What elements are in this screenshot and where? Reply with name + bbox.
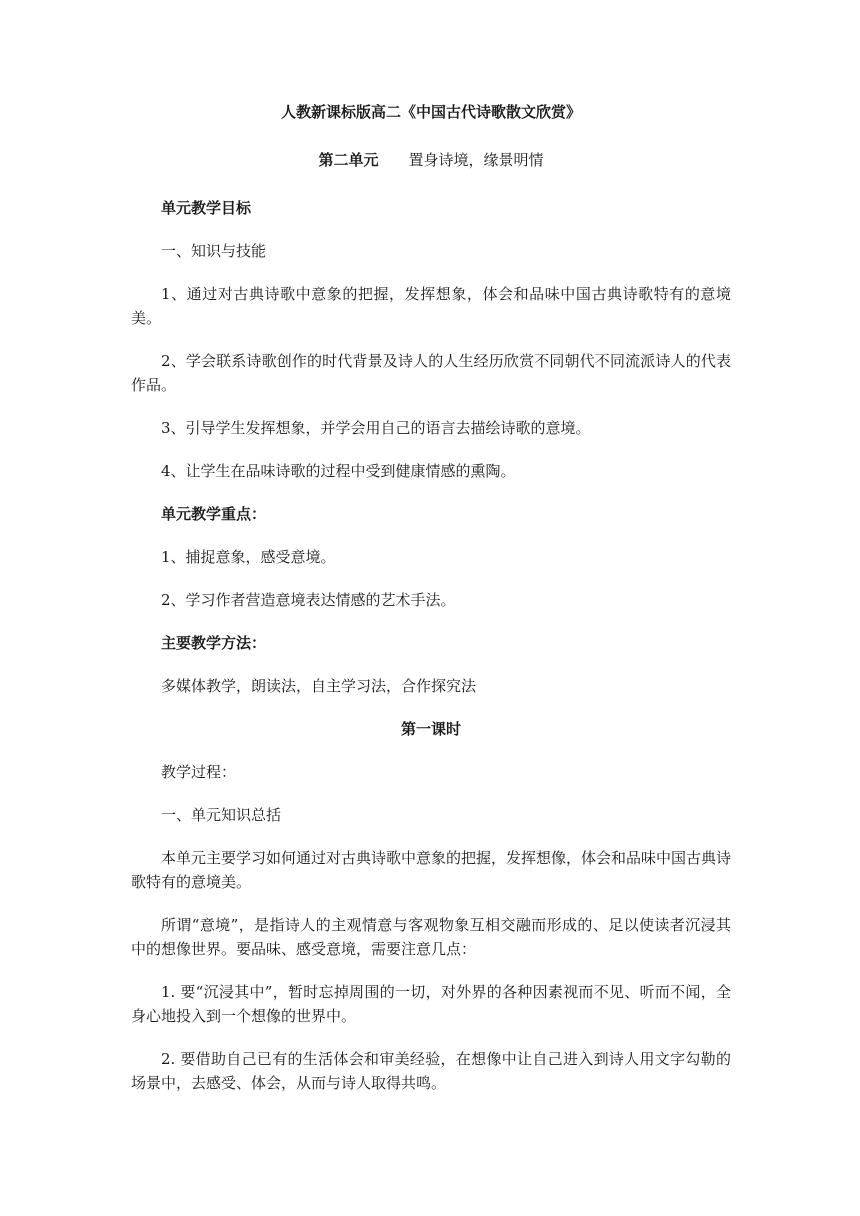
objectives-heading: 单元教学目标 [161,199,252,217]
document-title: 人教新课标版高二《中国古代诗歌散文欣赏》 [280,103,581,121]
objective-item: 2、学会联系诗歌创作的时代背景及诗人的人生经历欣赏不同朝代不同流派诗人的代表作品。 [131,352,731,394]
process-label: 教学过程： [161,763,237,781]
key-point-item: 2、学习作者营造意境表达情感的艺术手法。 [161,591,456,609]
document-body [131,100,731,1114]
unit-heading [131,148,731,172]
objectives-subheading: 一、知识与技能 [161,242,267,260]
objective-item: 3、引导学生发挥想象，并学会用自己的语言去描绘诗歌的意境。 [161,419,591,437]
summary-heading: 一、单元知识总括 [161,806,282,824]
methods-text: 多媒体教学，朗读法，自主学习法，合作探究法 [161,677,477,695]
summary-paragraph: 所谓“意境”，是指诗人的主观情意与客观物象互相交融而形成的、足以使读者沉浸其中的想像世界。要品味、感受意境，需要注意几点： [131,916,731,958]
summary-paragraph: 2. 要借助自己已有的生活体会和审美经验，在想像中让自己进入到诗人用文字勾勒的场景中，去感受、体会，从而与诗人取得共鸣。 [131,1050,731,1092]
methods-heading: 主要教学方法： [161,634,267,652]
unit-theme: 置身诗境，缘景明情 [408,151,544,169]
objective-item: 4、让学生在品味诗歌的过程中受到健康情感的熏陶。 [161,462,516,480]
unit-label: 第二单元 [318,151,379,169]
summary-paragraph: 本单元主要学习如何通过对古典诗歌中意象的把握，发挥想像，体会和品味中国古典诗歌特有的意境美。 [131,849,732,891]
lesson-heading: 第一课时 [400,720,461,738]
objective-item: 1、通过对古典诗歌中意象的把握，发挥想象，体会和品味中国古典诗歌特有的意境美。 [131,285,731,327]
summary-paragraph: 1. 要“沉浸其中”，暂时忘掉周围的一切，对外界的各种因素视而不见、听而不闻，全身心地投入到一个想像的世界中。 [131,983,731,1025]
key-point-item: 1、捕捉意象，感受意境。 [161,548,336,566]
key-points-heading: 单元教学重点： [161,505,267,523]
